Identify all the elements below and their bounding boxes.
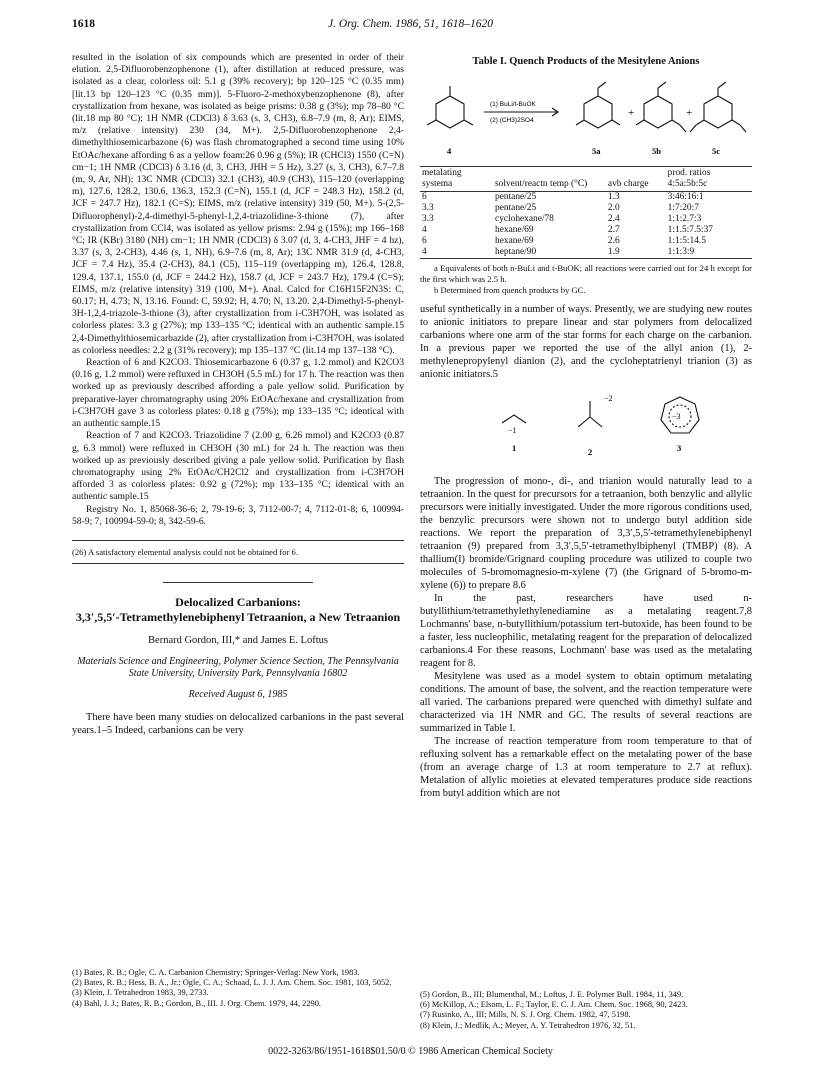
quench-products-table [420,166,752,259]
table-cell: pentane/25 [495,192,537,203]
compound-label-5b: 5b [652,146,661,157]
anion-label-3: 3 [677,443,682,454]
table-row [420,203,752,214]
anion-charge-1: −1 [508,426,517,436]
references-right [420,990,752,1031]
table-cell: heptane/90 [495,247,537,258]
table-cell: 1.9 [607,247,620,258]
article-separator [163,582,313,583]
copyright-footer: 0022-3263/86/1951-1618$01.50/0 © 1986 American Chemical Society [268,1046,553,1057]
table-header-row [420,167,752,192]
plus-sign: + [628,107,635,120]
table-cell: 4 [422,225,427,236]
reference: (5) Gordon, B., III; Blumenthal, M.; Loftus, J. E. Polymer Bull. 1984, 11, 349. [420,990,684,999]
column-header: avb charge [607,179,649,190]
body-paragraph: In the past, researchers have used n-butyllithium/tetramethylethylenediamine as a metalating reagent.7,8 Lochmanns' base, n-butyllithium/potassium tert-butoxide, has been found to be a faster, less nucleophilic, metalating reagent for the preparation of delocalized carbanions.4 For these reasons, Lochmann' base was used as the metalating reagent for 8. [420,593,752,670]
right-column [420,56,752,800]
table-cell: cyclohexane/78 [495,214,554,225]
reference: (7) Rusinko, A., III; Mills, N. S. J. Org. Chem. 1982, 47, 5198. [420,1010,631,1020]
registry-numbers: Registry No. 1, 85068-36-6; 2, 79-19-6; 3, 7112-00-7; 4, 7112-01-8; 6, 100994-58-9; 7, 100994-59-0; 8, 342-59-6. [72,503,404,527]
table-row [420,214,752,225]
table-title: Table I. Quench Products of the Mesitylene Anions [472,56,700,67]
anion-label-2: 2 [588,447,593,458]
table-note-a: a Equivalents of both n-BuLi and t-BuOK; all reactions were carried out for 24 h except for the first which was 2.5 h. [420,263,752,284]
table-cell: 1:7:20:7 [667,203,699,214]
reagent-2: (2) (CH3)2SO4 [490,117,534,125]
article-title-line-1: Delocalized Carbanions: [175,595,301,610]
anion-label-1: 1 [512,443,517,454]
intro-paragraph: There have been many studies on delocalized carbanions in the past several years.1–5 Indeed, carbanions can be very [72,711,404,736]
table-cell: 1:1:5:14.5 [667,236,706,247]
left-column [72,52,404,737]
table-row [420,247,752,259]
anion-structures [420,385,752,467]
affiliation: Materials Science and Engineering, Polymer Science Section, The Pennsylvania State University, University Park, Pennsylvania 16802 [77,655,399,680]
table-row [420,225,752,236]
table-cell: 6 [422,192,427,203]
mesitylene-ring [436,96,464,128]
table-note-b: b Determined from quench products by GC. [434,284,586,295]
compound-label-5a: 5a [592,146,601,157]
body-paragraph: useful synthetically in a number of ways. Presently, we are studying new routes to anionic initiators to prepare linear and star polymers from delocalized carbanions where one arm of the star forms for each charge on the carbanion. In a previous paper we reported the use of the allyl anion (1), 2-methylenepropylenyl dianion (2), and the cycloheptatrienyl trianion (3) as anionic initiators.5 [420,304,752,381]
table-cell: pentane/25 [495,203,537,214]
body-text [420,303,752,800]
table-cell: hexane/69 [495,225,534,236]
table-cell: 4 [422,247,427,258]
table-cell: 2.6 [607,236,620,247]
article-title [72,595,404,625]
body-paragraph: The increase of reaction temperature from room temperature to that of refluxing solvent has a remarkable effect on the metalating power of the base (from an average charge of 1.3 at room temperature to 2.7 at reflux). Metalation of allylic moieties at elevated temperatures produce side reactions from butyl addition which are not [420,736,752,800]
table-cell: 1:1:2.7:3 [667,214,702,225]
reference: (4) Bahl, J. J.; Bates, R. B.; Gordon, B., III. J. Org. Chem. 1979, 44, 2290. [72,998,321,1008]
column-header: metalating systema [422,168,462,190]
reference: (8) Klein, J.; Medlik, A.; Meyer, A. Y. Tetrahedron 1976, 32, 51. [420,1020,636,1030]
experimental-paragraph: resulted in the isolation of six compounds which are presented in order of their elution. 2,5-Difluorobenzophenone (1), after distillation at reduced pressure, was isolated as a clear, colorless oil: 5.1 g (39% recovery); bp 120–125 °C (0.35 mm) [lit.13 bp 120–123 °C (0.35 mm)]. 5-Fluoro-2-methoxybenzophenone (8), after crystallization from hexane, was isolated as beige prisms: 0.38 g (3%); mp 78–80 °C (lit.18 mp 80 °C); 1H NMR (CDCl3) δ 3.63 (s, 3, CH3), 6.8–7.9 (m, 8, Ar); EIMS, m/z (relative intensity) 230 (34, M+). 2,5-Difluorobenzophenone 2,4-dimethylthiosemicarbazone (6) was flash chromatographed a second time using 10% EtOAc/hexane affording 6 as a yellow foam:26 0.96 g (5%); IR (CHCl3) 1550 (C=N) cm−1; 1H NMR (CDCl3) δ 3.16 (d, 3, CH3, JHH = 5 Hz), 3.27 (s, 3, CH3), 6.7–7.8 (m, 9, Ar, NH); 13C NMR (CDCl3) 32.1 (CH3), 40.9 (CH3), 115–120 (overlapping m), 127.6, 128.2, 130.6, 136.3, 152.3 (C=N), 155.1 (d, JCF = 248.3 Hz), 158.2 (d, JCF = 247.7 Hz), 182.1 (C=S); EIMS, m/z (relative intensity) 319 (50, M+). 5-(2,5-Difluorophenyl)-2,4-dimethyl-5-phenyl-1,2,4-triazolidine-3-thione (7), after crystallization from CCl4, was isolated as yellow prisms: 2.94 g (15%); mp 166–168 °C; IR (KBr) 3180 (NH) cm−1; 1H NMR (CDCl3) δ 3.07 (d, 3, 4-CH3, JHF = 4 hz), 3.37 (s, 3, 2-CH3), 4.46 (s, 1, NH), 6.9–7.6 (m, 8, Ar); 13C NMR 31.9 (d, 4-CH3, JCF = 7.4 Hz), 35.4 (2-CH3), 84.1 (C5), 115–119 (overlapping m), 126.4, 128.8, 129.4, 137.1, 155.0 (d, JCF = 244.2 Hz), 158.7 (d, JCF = 243.7 Hz), 179.4 (C=S); EIMS, m/z (relative intensity) 319 (100, M+). Anal. Calcd for C16H15F2N3S: C, 60.17; H, 4.73; N, 13.16. Found: C, 59.92; H, 4.70; N, 13.20. 2,4-Dimethyl-5-phenyl-3H-1,2,4-triazole-3-thione (3), after crystallization from i-C3H7OH, was isolated as colorless plates: 3.3 g (27%); mp 133–135 °C; identical with an authentic sample.15 2,4-Dimethylthiosemicarbazide (2), after crystallization from i-C3H7OH, was isolated as colorless needles: 2.2 g (31% recovery); mp 135–137 °C (lit.14 mp 137–138 °C). [72,52,404,356]
reference: (1) Bates, R. B.; Ogle, C. A. Carbanion Chemistry; Springer-Verlag: New York, 1983. [72,968,360,977]
article-title-line-2: 3,3′,5,5′-Tetramethylenebiphenyl Tetraanion, a New Tetraanion [75,610,401,625]
footnote-divider [72,540,404,541]
body-paragraph: The progression of mono-, di-, and trianion would naturally lead to a tetraanion. In the quest for precursors for a tetraanion, both benzylic and allylic precursors were initially investigated. Under the more rigorous conditions used, the benzylic precursors were shown not to undergo butyl addition side reactions. We report the preparation of 3,3′,5,5′-tetramethylenebiphenyl tetraanion (9) prepared from 3,3′,5,5′-tetramethylbiphenyl (TMBP) (8). A thallium(I) bromide/Grignard coupling procedure was utilized to couple two molecules of 5-bromomagnesio-m-xylene (7) (the Grignard of 5-bromo-m-xylene (6)) to prepare 8.6 [420,476,752,592]
experimental-paragraph: Reaction of 7 and K2CO3. Triazolidine 7 (2.00 g, 6.26 mmol) and K2CO3 (0.87 g, 6.3 mmol) were refluxed in CH3OH (30 mL) for 24 h. The reaction was then worked up as previously described giving a pale yellow solid. Purification by flash chromatography using 2% EtOAc/CH2Cl2 and crystallization from i-C3H7OH afforded 3 as colorless plates: 0.92 g (72%); mp 133–135 °C; identical with an authentic sample.15 [72,430,404,503]
plus-sign: + [686,107,693,120]
experimental-paragraph: Reaction of 6 and K2CO3. Thiosemicarbazone 6 (0.37 g, 1.2 mmol) and K2CO3 (0.16 g, 1.2 mmol) were refluxed in CH3OH (5.5 mL) for 17 h. The reaction was then worked up as previously described affording a pale yellow solid. Purification by preparative-layer chromatography using 20% EtOAc/hexane and crystallization from i-C3H7OH gave 3 as colorless plates: 0.18 g (75%); mp 133–135 °C; identical with an authentic sample.15 [72,357,404,430]
table-cell: 3.3 [422,203,434,214]
anion-charge-3: −3 [672,412,681,422]
footnote-26: (26) A satisfactory elemental analysis could not be obtained for 6. [72,546,299,557]
table-cell: 1:1.5:7.5:37 [667,225,713,236]
reference: (2) Bates, R. B.; Hess, B. A., Jr.; Ogle, C. A.; Schaad, L. J. J. Am. Chem. Soc. 1981, 103, 5052. [72,978,392,988]
authors: Bernard Gordon, III,* and James E. Loftus [148,635,328,647]
table-cell: 1.3 [607,192,620,203]
reference: (6) McKillop, A.; Elsom, L. F.; Taylor, E. C. J. Am. Chem. Soc. 1968, 90, 2423. [420,1000,688,1010]
body-paragraph: Mesitylene was used as a model system to obtain optimum metalating conditions. The amount of base, the solvent, and the reaction temperature were all varied. The carbanions prepared were quenched with dimethyl sulfate and characterized via 1H NMR and GC. The results of several reactions are summarized in Table I. [420,671,752,735]
table-cell: 2.4 [607,214,620,225]
footnote-divider [72,563,404,564]
quench-scheme [420,74,752,160]
table-cell: 2.0 [607,203,620,214]
page-number: 1618 [72,18,95,30]
column-header: solvent/reactn temp (°C) [495,179,588,190]
column-header: prod. ratios 4:5a:5b:5c [667,168,711,190]
reference: (3) Klein, J. Tetrahedron 1983, 39, 2733. [72,988,209,998]
table-cell: 6 [422,236,427,247]
table-cell: 3.3 [422,214,434,225]
table-cell: 2.7 [607,225,620,236]
table-row [420,236,752,247]
table-cell: 3:46:16:1 [667,192,704,203]
table-cell: 1:1:3:9 [667,247,695,258]
table-cell: hexane/69 [495,236,534,247]
journal-header: J. Org. Chem. 1986, 51, 1618–1620 [327,18,494,30]
table-notes [420,263,752,295]
references-left [72,968,404,1009]
reagent-1: (1) BuLi/t-BuOK [490,101,536,109]
compound-label-5c: 5c [712,146,721,157]
anion-charge-2: −2 [604,394,613,404]
compound-label-4: 4 [447,146,452,157]
received-date: Received August 6, 1985 [188,688,288,700]
table-row [420,192,752,204]
